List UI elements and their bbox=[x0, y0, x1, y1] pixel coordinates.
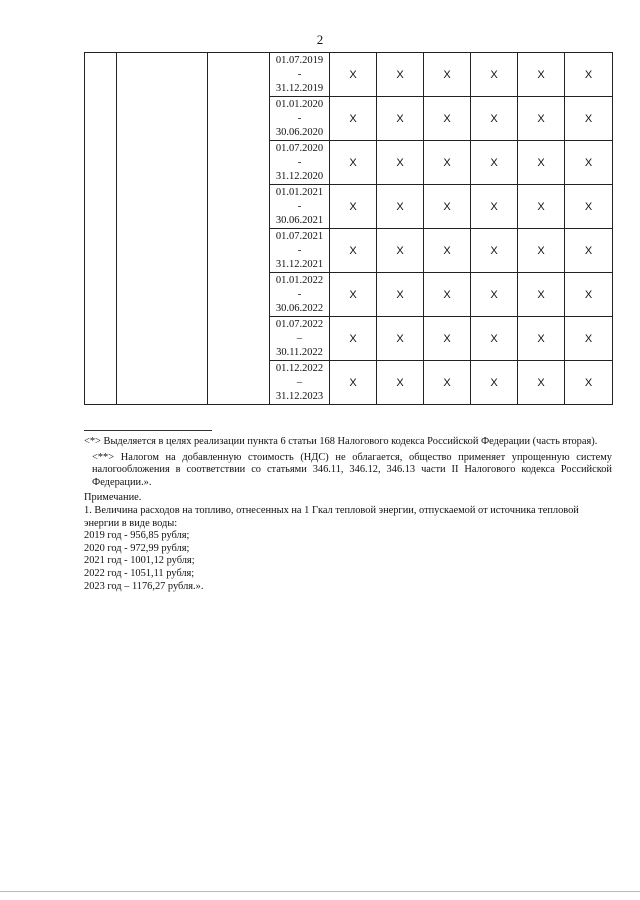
remark-year-2022: 2022 год - 1051,11 рубля; bbox=[84, 567, 195, 579]
mark-cell: Х bbox=[565, 317, 613, 361]
footnote-vat-exempt: <**> Налогом на добавленную стоимость (НДС) не облагается, общество применяет упрощенную систему налогообложения в соответствии со статьями 346.11, 346.12, 346.13 части II Налогового кодекса Российской Федерации.». bbox=[92, 451, 612, 488]
period-cell: 01.07.2019 - 31.12.2019 bbox=[270, 53, 330, 97]
remark-title: Примечание. bbox=[84, 492, 142, 504]
mark-cell: Х bbox=[377, 273, 424, 317]
mark-cell: Х bbox=[424, 141, 471, 185]
mark-cell: Х bbox=[471, 53, 518, 97]
mark-cell: Х bbox=[565, 361, 613, 405]
mark-cell: Х bbox=[424, 317, 471, 361]
mark-cell: Х bbox=[330, 185, 377, 229]
mark-cell: Х bbox=[330, 141, 377, 185]
mark-cell: Х bbox=[518, 229, 565, 273]
mark-cell: Х bbox=[377, 317, 424, 361]
blank-cell-organization bbox=[117, 53, 208, 405]
footnote-vat-allocation: <*> Выделяется в целях реализации пункта 6 статьи 168 Налогового кодекса Российской Федерации (часть вторая). bbox=[84, 436, 598, 447]
period-cell: 01.12.2022 – 31.12.2023 bbox=[270, 361, 330, 405]
mark-cell: Х bbox=[424, 97, 471, 141]
mark-cell: Х bbox=[518, 97, 565, 141]
remark-year-2020: 2020 год - 972,99 рубля; bbox=[84, 542, 190, 554]
remark-year-2023: 2023 год – 1176,27 рубля.». bbox=[84, 580, 204, 592]
mark-cell: Х bbox=[330, 53, 377, 97]
mark-cell: Х bbox=[471, 185, 518, 229]
mark-cell: Х bbox=[518, 185, 565, 229]
mark-cell: Х bbox=[471, 141, 518, 185]
notes-block bbox=[84, 436, 612, 593]
footnote-separator bbox=[84, 430, 212, 431]
mark-cell: Х bbox=[518, 53, 565, 97]
mark-cell: Х bbox=[471, 229, 518, 273]
mark-cell: Х bbox=[377, 141, 424, 185]
mark-cell: Х bbox=[424, 273, 471, 317]
period-cell: 01.07.2021 - 31.12.2021 bbox=[270, 229, 330, 273]
mark-cell: Х bbox=[377, 53, 424, 97]
mark-cell: Х bbox=[330, 317, 377, 361]
mark-cell: Х bbox=[424, 361, 471, 405]
mark-cell: Х bbox=[518, 317, 565, 361]
remark-item-1: 1. Величина расходов на топливо, отнесенных на 1 Гкал тепловой энергии, отпускаемой от источника тепловой энергии в виде воды: bbox=[84, 504, 579, 529]
remark-year-2019: 2019 год - 956,85 рубля; bbox=[84, 530, 190, 542]
mark-cell: Х bbox=[377, 185, 424, 229]
mark-cell: Х bbox=[471, 273, 518, 317]
period-cell: 01.01.2020 - 30.06.2020 bbox=[270, 97, 330, 141]
period-cell: 01.07.2022 – 30.11.2022 bbox=[270, 317, 330, 361]
mark-cell: Х bbox=[565, 185, 613, 229]
mark-cell: Х bbox=[518, 141, 565, 185]
mark-cell: Х bbox=[518, 273, 565, 317]
remark-year-2021: 2021 год - 1001,12 рубля; bbox=[84, 555, 195, 567]
mark-cell: Х bbox=[565, 229, 613, 273]
mark-cell: Х bbox=[330, 229, 377, 273]
mark-cell: Х bbox=[565, 141, 613, 185]
mark-cell: Х bbox=[424, 229, 471, 273]
tariff-table bbox=[84, 52, 613, 405]
mark-cell: Х bbox=[330, 273, 377, 317]
mark-cell: Х bbox=[377, 361, 424, 405]
mark-cell: Х bbox=[377, 229, 424, 273]
mark-cell: Х bbox=[330, 97, 377, 141]
blank-cell-number bbox=[85, 53, 117, 405]
table-row bbox=[85, 53, 613, 97]
period-cell: 01.01.2022 - 30.06.2022 bbox=[270, 273, 330, 317]
mark-cell: Х bbox=[471, 317, 518, 361]
mark-cell: Х bbox=[471, 361, 518, 405]
mark-cell: Х bbox=[565, 273, 613, 317]
mark-cell: Х bbox=[330, 361, 377, 405]
mark-cell: Х bbox=[424, 185, 471, 229]
mark-cell: Х bbox=[565, 53, 613, 97]
mark-cell: Х bbox=[518, 361, 565, 405]
scan-bottom-edge bbox=[0, 891, 640, 892]
mark-cell: Х bbox=[471, 97, 518, 141]
period-cell: 01.01.2021 - 30.06.2021 bbox=[270, 185, 330, 229]
period-cell: 01.07.2020 - 31.12.2020 bbox=[270, 141, 330, 185]
mark-cell: Х bbox=[565, 97, 613, 141]
mark-cell: Х bbox=[377, 97, 424, 141]
blank-cell-type bbox=[208, 53, 270, 405]
page-number: 2 bbox=[316, 32, 324, 47]
mark-cell: Х bbox=[424, 53, 471, 97]
